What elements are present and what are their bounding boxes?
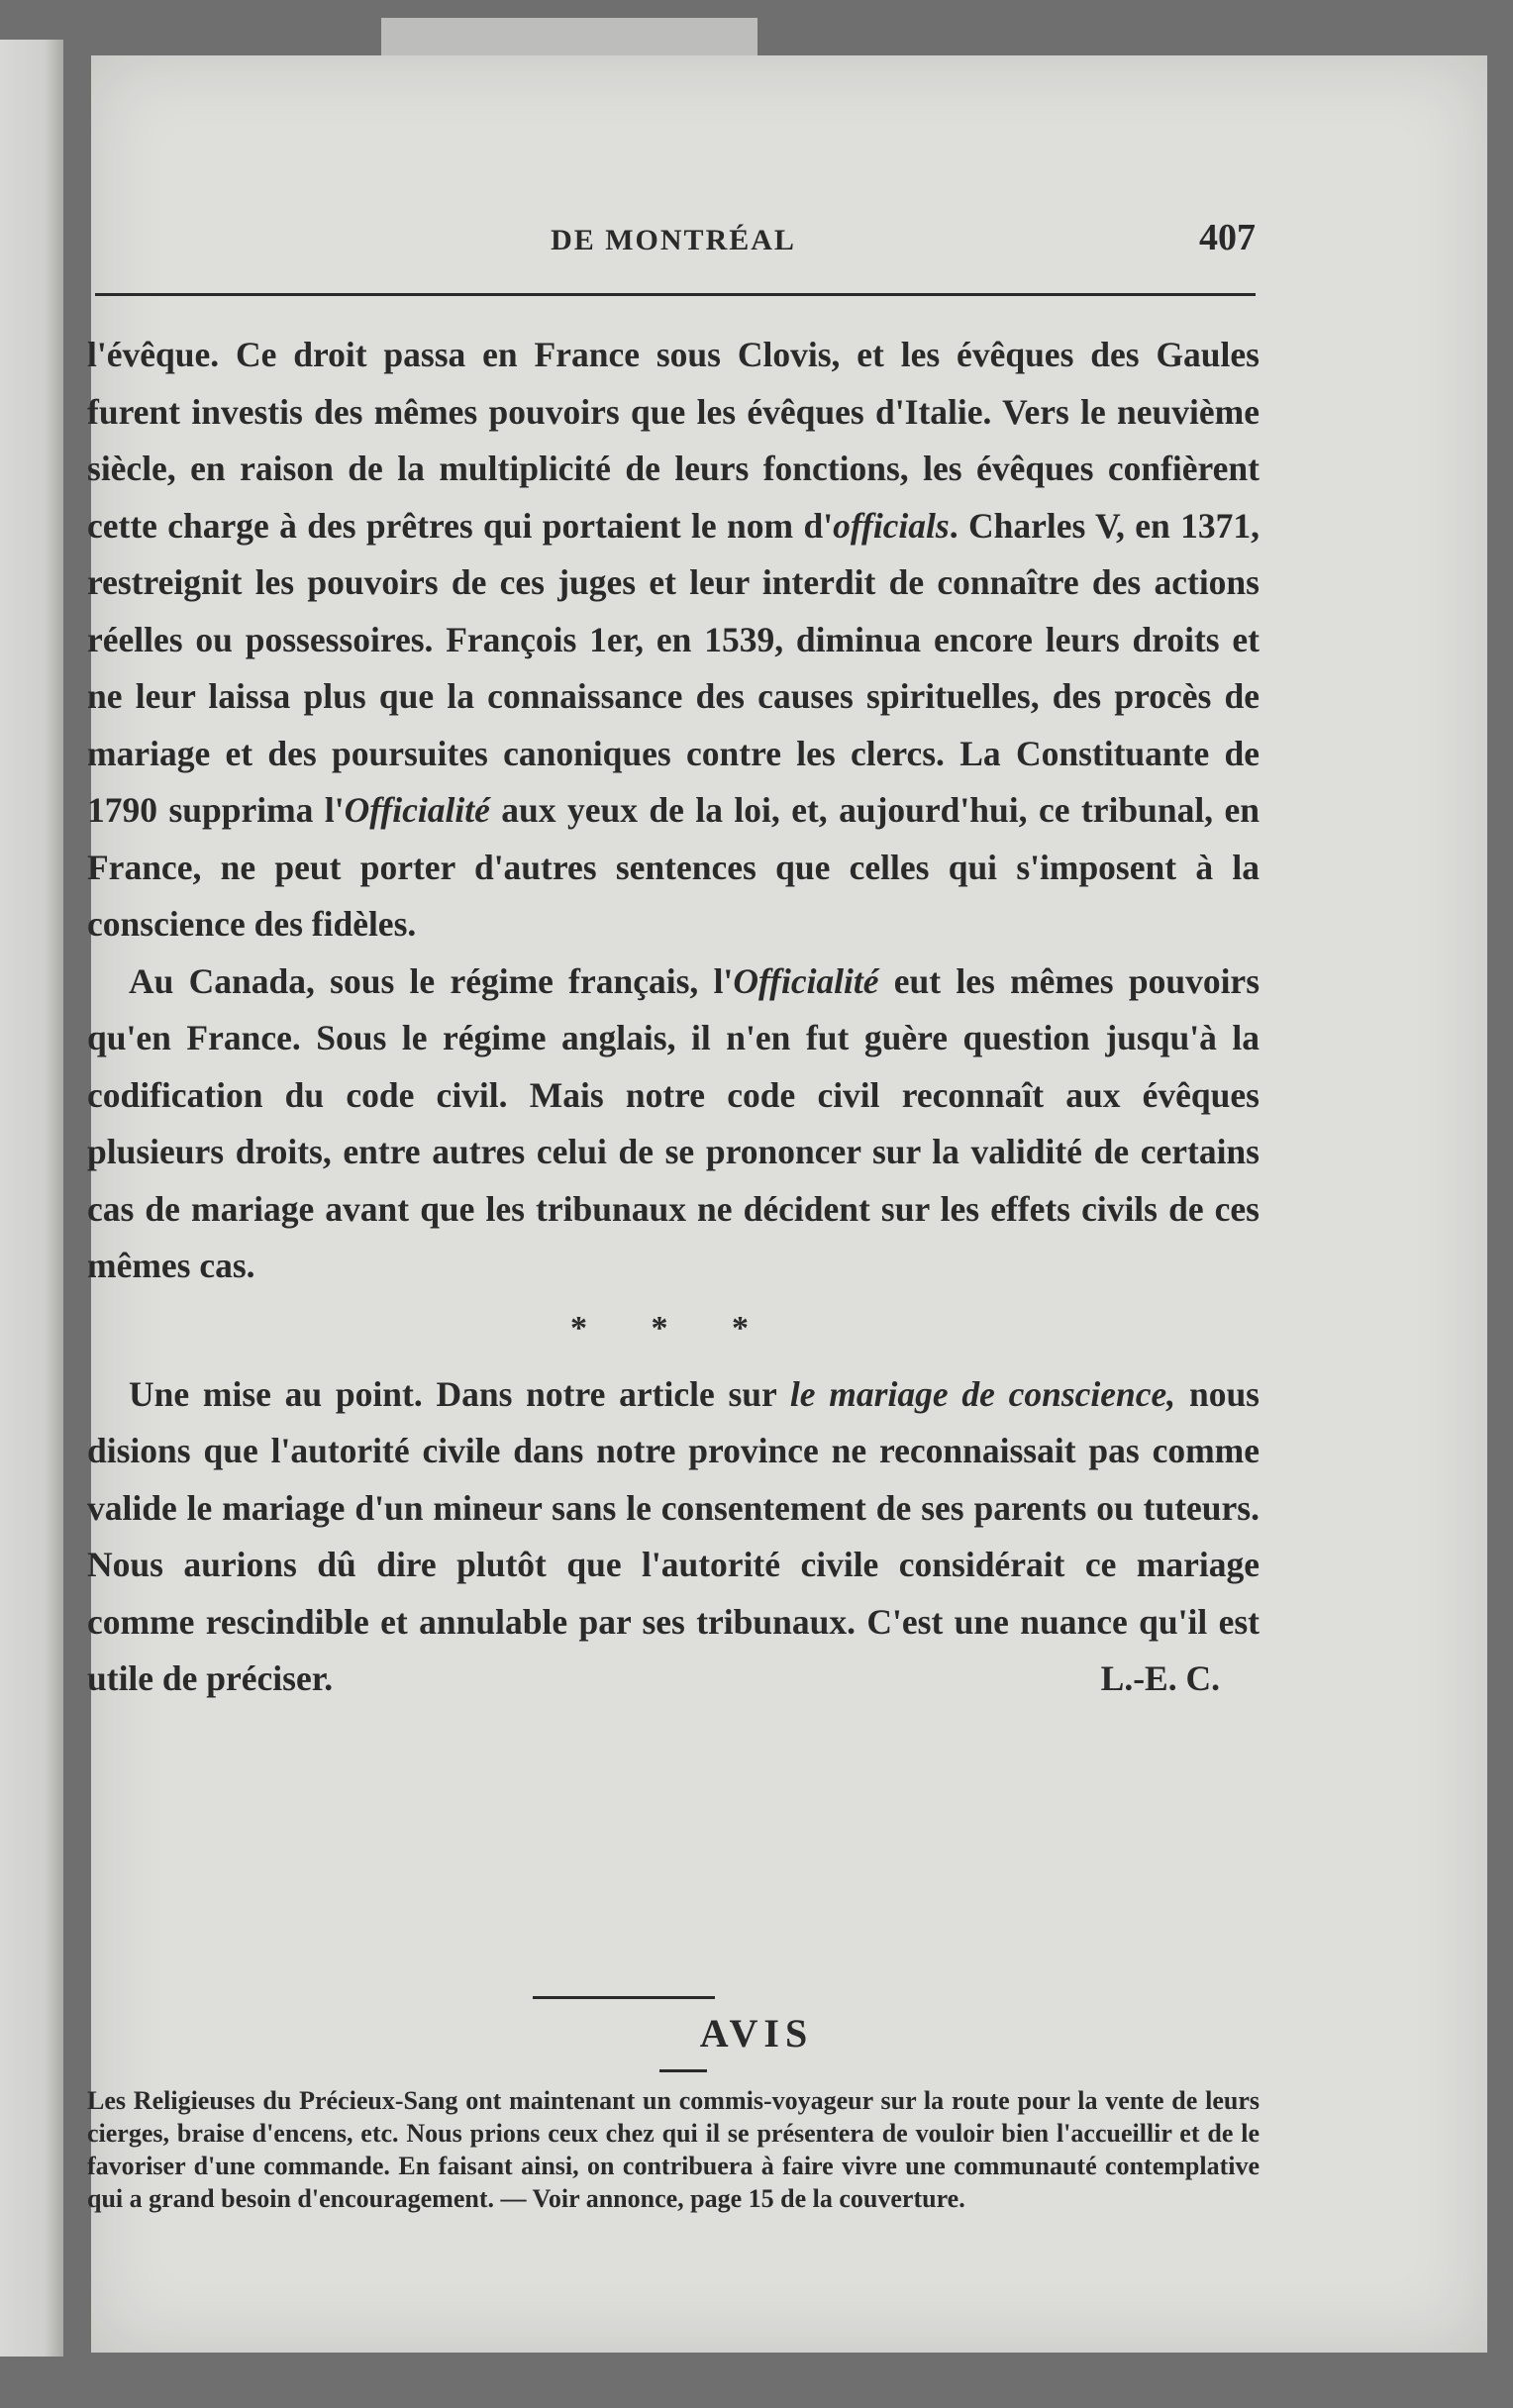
text-run: Une mise au point. Dans notre article sur xyxy=(129,1373,790,1414)
scan-top-tab xyxy=(381,18,757,59)
signature: L.-E. C. xyxy=(1100,1658,1220,1698)
adjacent-page-edge xyxy=(0,40,63,2357)
paragraph-1 xyxy=(87,327,1260,953)
italic-term: Officialité xyxy=(733,960,879,1001)
text-run: nous disions que l'autorité civile dans notre province ne reconnaissait pas comme valide le mariage d'un mineur sans le consentement de ses parents ou tuteurs. Nous aurions dû dire plutôt que l'autorité civile considérait ce mariage comme rescindible et annulable par ses tribunaux. C'est une nuance qu'il est utile de préciser. xyxy=(87,1373,1261,1698)
notice-paragraph: Les Religieuses du Précieux-Sang ont maintenant un commis-voyageur sur la route pour la vente de leurs cierges, braise d'encens, etc. Nous prions ceux chez qui il se présentera de vouloir bien l'accueillir et de le favoriser d'une commande. En faisant ainsi, on contribuera à faire vivre une communauté contemplative qui a grand besoin d'encouragement. — Voir annonce, page 15 de la couverture. xyxy=(87,2086,1260,2213)
italic-term: officials xyxy=(833,505,950,546)
text-run: . Charles V, en 1371, restreignit les pouvoirs de ces juges et leur interdit de connaître des actions réelles ou possessoires. François 1er, en 1539, diminua encore leurs droits et ne leur laissa plus que la connaissance des causes spirituelles, des procès de mariage et des poursuites canoniques contre les clercs. La Constituante de 1790 supprima l' xyxy=(87,505,1260,830)
main-text xyxy=(87,327,1260,1708)
text-run: eut les mêmes pouvoirs qu'en France. Sous le régime anglais, il n'en fut guère question jusqu'à la codification du code civil. Mais notre code civil reconnaît aux évêques plusieurs droits, entre autres celui de se prononcer sur la validité de certains cas de mariage avant que les tribunaux ne décident sur les effets civils de ces mêmes cas. xyxy=(87,960,1261,1285)
notice-title: AVIS xyxy=(699,2011,814,2056)
notice-title-underline xyxy=(659,2069,707,2072)
page-header xyxy=(91,216,1256,275)
section-separator: * * * xyxy=(570,1309,776,1347)
header-rule xyxy=(95,293,1256,296)
italic-term: Officialité xyxy=(344,790,490,830)
notice-top-rule xyxy=(533,1996,715,1999)
notice-text xyxy=(87,2084,1260,2215)
running-title: DE MONTRÉAL xyxy=(551,224,796,256)
paragraph-2 xyxy=(87,953,1260,1295)
italic-term: le mariage de conscience, xyxy=(789,1373,1176,1414)
paragraph-3 xyxy=(87,1366,1260,1708)
text-run: Au Canada, sous le régime français, l' xyxy=(129,960,734,1001)
text-run: l'évêque. Ce droit passa en France sous Clovis, et les évêques des Gaules furent investis des mêmes pouvoirs que les évêques d'Italie. Vers le neuvième siècle, en raison de la multiplicité de leurs fonctions, les évêques confièrent cette charge à des prêtres qui portaient le nom d' xyxy=(87,335,1260,546)
text-run: aux yeux de la loi, et, aujourd'hui, ce tribunal, en France, ne peut porter d'autres sentences que celles qui s'imposent à la conscience des fidèles. xyxy=(87,790,1260,944)
page-number: 407 xyxy=(1199,217,1256,258)
